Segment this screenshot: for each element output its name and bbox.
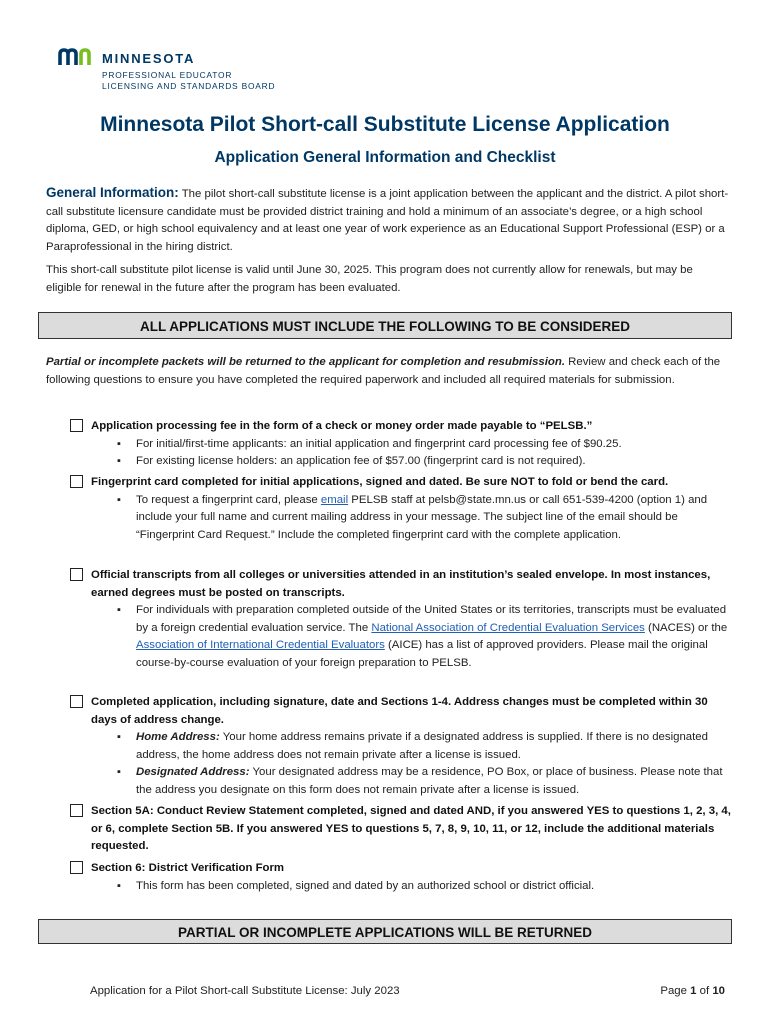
- home-address-text: Your home address remains private if a designated address is supplied. If there is no designated address, the home address does not remain private after a license is issued.: [136, 731, 708, 761]
- home-address-label: Home Address:: [136, 731, 220, 743]
- fingerprint-checkbox[interactable]: [70, 475, 83, 488]
- transcripts-checkbox[interactable]: [70, 568, 83, 581]
- section5-checkbox[interactable]: [70, 804, 83, 817]
- checklist-item-fee: [70, 418, 732, 471]
- email-link[interactable]: email: [320, 493, 349, 506]
- returned-banner: PARTIAL OR INCOMPLETE APPLICATIONS WILL BE RETURNED: [38, 919, 732, 944]
- section6-heading: Section 6: District Verification Form: [91, 862, 285, 874]
- fee-heading: Application processing fee in the form of a check or money order made payable to “PELSB.”: [91, 420, 593, 432]
- page-total: 10: [712, 985, 725, 997]
- document-subtitle: Application General Information and Checklist: [214, 149, 556, 166]
- general-information-label: General Information:: [46, 185, 179, 200]
- logo-name: MINNESOTA: [102, 51, 196, 66]
- general-information-text: The pilot short-call substitute license is a joint application between the applicant and the district. A pilot short-call substitute licensure candidate must be provided district training and hold a minimum of an associate’s degree, or a high school diploma, GED, or high school equivalency and at least one year of work experience as an Educational Support Professional (ESP) or a Paraprofessional in the hiring district.: [46, 188, 729, 253]
- fee-bullets: [117, 436, 732, 471]
- transcripts-heading: Official transcripts from all colleges or universities attended in an institution’s sealed envelope. In most instances, earned degrees must be posted on transcripts.: [91, 569, 711, 599]
- aice-link[interactable]: Association of International Credential Evaluators: [136, 639, 385, 651]
- fingerprint-bullets: [117, 492, 732, 545]
- list-item: [117, 764, 732, 799]
- checklist-item-section5: [70, 803, 732, 856]
- checklist-item-transcripts: [70, 567, 732, 672]
- logo-subtitle: [102, 70, 275, 92]
- fingerprint-heading: Fingerprint card completed for initial applications, signed and dated. Be sure NOT to fold or bend the card.: [91, 476, 669, 488]
- fingerprint-bullet-text: To request a fingerprint card, please: [136, 493, 321, 506]
- section6-bullets: [117, 878, 732, 896]
- transcripts-bullets: [117, 602, 732, 672]
- intro-text: Review and check each of the following questions to ensure you have completed the required paperwork and included all required materials for submission.: [46, 356, 721, 386]
- validity-paragraph: This short-call substitute pilot license is valid until June 30, 2025. This program does not currently allow for renewals, but may be eligible for renewal in the future after the program has been evaluated.: [46, 264, 693, 294]
- checklist-intro: [46, 354, 730, 389]
- list-item: ▪ For existing license holders: an application fee of $57.00 (fingerprint card is not required).: [117, 453, 732, 471]
- designated-address-text: Your designated address may be a residence, PO Box, or place of business. Please note that the address you designate on this form does not remain private after a license is issued.: [136, 766, 723, 796]
- section6-checkbox[interactable]: [70, 861, 83, 874]
- requirements-banner: ALL APPLICATIONS MUST INCLUDE THE FOLLOWING TO BE CONSIDERED: [38, 312, 732, 339]
- list-item: [117, 729, 732, 764]
- transcripts-bullet-end: (AICE) has a list of approved providers. Please mail the original course-by-course evaluation of your foreign preparation to PELSB.: [136, 639, 708, 669]
- page-current: 1: [690, 985, 697, 997]
- fee-checkbox[interactable]: [70, 419, 83, 432]
- application-bullets: [117, 729, 732, 799]
- list-item: ▪ For initial/first-time applicants: an initial application and fingerprint card processing fee of $90.25.: [117, 436, 732, 454]
- application-heading: Completed application, including signature, date and Sections 1-4. Address changes must be completed within 30 days of address change.: [91, 696, 708, 726]
- checklist-item-application: [70, 694, 732, 799]
- logo-subtitle-line2: LICENSING AND STANDARDS BOARD: [102, 81, 276, 91]
- section5-heading: Section 5A: Conduct Review Statement completed, signed and dated AND, if you answered YES to questions 1, 2, 3, 4, or 6, complete Section 5B. If you answered YES to questions 5, 7, 8, 9, 10, 11, or 12, include the additional materials requested.: [91, 805, 731, 852]
- checklist-item-fingerprint: [70, 474, 732, 544]
- document-title: Minnesota Pilot Short-call Substitute License Application: [100, 113, 670, 136]
- list-item: [117, 492, 732, 545]
- minnesota-logo-icon: [58, 48, 94, 66]
- list-item: ▪ This form has been completed, signed and dated by an authorized school or district official.: [117, 878, 732, 896]
- general-information-paragraph: [46, 184, 730, 256]
- footer-title: Application for a Pilot Short-call Substitute License: July 2023: [90, 985, 400, 997]
- checklist-item-section6: [70, 860, 732, 895]
- intro-emphasis: Partial or incomplete packets will be returned to the applicant for completion and resubmission.: [46, 356, 566, 368]
- designated-address-label: Designated Address:: [136, 766, 250, 778]
- application-checkbox[interactable]: [70, 695, 83, 708]
- fingerprint-bullet-text-cont: PELSB staff at pelsb@state.mn.us or call 651-539-4200 (option 1) and include your full name and current mailing address in your message. The subject line of the email should be “Fingerprint Card Request.” Include the completed fingerprint card with the complete application.: [136, 493, 708, 541]
- naces-link[interactable]: National Association of Credential Evaluation Services: [371, 621, 645, 634]
- page-word: Page: [660, 985, 691, 997]
- transcripts-bullet-mid: (NACES) or the: [644, 621, 728, 634]
- transcripts-bullet-text: For individuals with preparation completed outside of the United States or its territories, transcripts must be evaluated by a foreign credential evaluation service. The: [136, 604, 727, 634]
- of-word: of: [696, 985, 713, 997]
- page-number: [660, 985, 725, 997]
- logo-subtitle-line1: PROFESSIONAL EDUCATOR: [102, 70, 233, 80]
- list-item: [117, 602, 732, 672]
